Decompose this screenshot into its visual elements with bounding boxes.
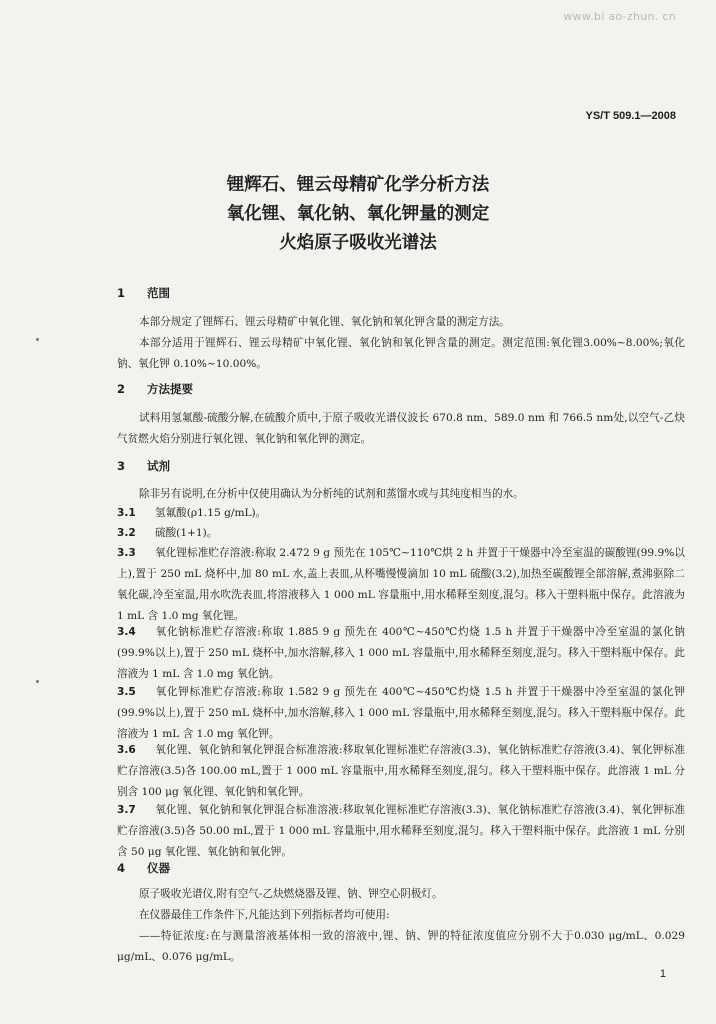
item-number: 3.5: [117, 686, 136, 698]
paragraph: 试料用氢氟酸-硫酸分解,在硫酸介质中,于原子吸收光谱仪波长 670.8 nm、589.0 nm 和 766.5 nm处,以空气-乙炔气贫燃火焰分别进行氧化锂、氧化钠和氧化钾的测定。: [117, 412, 685, 445]
paragraph: 在仪器最佳工作条件下,凡能达到下列指标者均可使用:: [139, 909, 390, 921]
item-number: 3.6: [117, 744, 136, 756]
section-number: 2: [117, 382, 126, 396]
reagent-item: [117, 523, 685, 544]
section-heading-scope: [117, 285, 170, 301]
section-number: 3: [117, 459, 126, 473]
paragraph: 除非另有说明,在分析中仅使用确认为分析纯的试剂和蒸馏水或与其纯度相当的水。: [139, 488, 524, 500]
item-number: 3.7: [117, 804, 136, 816]
item-text: 硫酸(1+1)。: [155, 527, 218, 539]
item-text: 氧化锂、氧化钠和氧化钾混合标准溶液:移取氧化锂标准贮存溶液(3.3)、氧化钠标准贮存溶液(3.4)、氧化钾标准贮存溶液(3.5)各 100.00 mL,置于 1 000 mL 容量瓶中,用水稀释至刻度,混匀。移入干塑料瓶中保存。此溶液 1 mL 分别含 100 μg 氧化锂、氧化钠和氧化钾。: [117, 744, 685, 798]
scan-speck: [36, 680, 39, 683]
section-title: 试剂: [147, 459, 170, 473]
reagent-item: [117, 622, 685, 685]
page-number: 1: [659, 968, 666, 980]
section-title: 方法提要: [147, 382, 193, 396]
section-heading-apparatus: [117, 860, 170, 876]
document-title: [0, 171, 716, 258]
item-number: 3.4: [117, 626, 136, 638]
section-number: 4: [117, 861, 126, 875]
title-line-3: 火焰原子吸收光谱法: [279, 233, 437, 253]
item-text: 氧化钾标准贮存溶液:称取 1.582 9 g 预先在 400℃~450℃灼烧 1.5 h 并置于干燥器中冷至室温的氯化钾(99.9%以上),置于 250 mL 烧杯中,加水溶解,移入 1 000 mL 容量瓶中,用水稀释至刻度,混匀。移入干塑料瓶中保存。此溶液为 1 mL 含 1.0 mg 氧化钾。: [117, 686, 685, 740]
section-number: 1: [117, 286, 126, 300]
section-title: 仪器: [147, 861, 170, 875]
paragraph: 原子吸收光谱仪,附有空气-乙炔燃烧器及锂、钠、钾空心阴极灯。: [139, 888, 443, 900]
section-heading-method: [117, 381, 193, 397]
title-line-1: 锂辉石、锂云母精矿化学分析方法: [226, 175, 490, 195]
section-title: 范围: [147, 286, 170, 300]
section-heading-reagents: [117, 458, 170, 474]
paragraph: 本部分适用于锂辉石、锂云母精矿中氧化锂、氧化钠和氧化钾含量的测定。测定范围:氧化锂3.00%~8.00%;氧化钠、氧化钾 0.10%~10.00%。: [117, 337, 685, 370]
reagent-item: [117, 543, 685, 627]
title-line-2: 氧化锂、氧化钠、氧化钾量的测定: [226, 204, 490, 224]
paragraph: ——特征浓度:在与测量溶液基体相一致的溶液中,锂、钠、钾的特征浓度值应分别不大于0.030 μg/mL、0.029 μg/mL、0.076 μg/mL。: [117, 930, 685, 963]
watermark-text: www.bi ao-zhun. cn: [563, 10, 676, 23]
reagent-item: [117, 740, 685, 803]
reagent-item: [117, 800, 685, 863]
reagent-item: [117, 503, 685, 524]
item-text: 氧化锂、氧化钠和氧化钾混合标准溶液:移取氧化锂标准贮存溶液(3.3)、氧化钠标准贮存溶液(3.4)、氧化钾标准贮存溶液(3.5)各 50.00 mL,置于 1 000 mL 容量瓶中,用水稀释至刻度,混匀。移入干塑料瓶中保存。此溶液 1 mL 分别含 50 μg 氧化锂、氧化钠和氧化钾。: [117, 804, 685, 858]
paragraph: 本部分规定了锂辉石、锂云母精矿中氧化锂、氧化钠和氧化钾含量的测定方法。: [139, 316, 510, 328]
item-text: 氧化钠标准贮存溶液:称取 1.885 9 g 预先在 400℃~450℃灼烧 1.5 h 并置于干燥器中冷至室温的氯化钠(99.9%以上),置于 250 mL 烧杯中,加水溶解,移入 1 000 mL 容量瓶中,用水稀释至刻度,混匀。移入干塑料瓶中保存。此溶液为 1 mL 含 1.0 mg 氧化钠。: [117, 626, 685, 680]
scan-speck: [36, 338, 39, 341]
item-text: 氢氟酸(ρ1.15 g/mL)。: [155, 507, 267, 519]
item-number: 3.3: [117, 547, 136, 559]
item-number: 3.2: [117, 527, 136, 539]
item-text: 氧化锂标准贮存溶液:称取 2.472 9 g 预先在 105℃~110℃烘 2 h 并置于干燥器中冷至室温的碳酸锂(99.9%以上),置于 250 mL 烧杯中,加 80 mL 水,盖上表皿,从杯嘴慢慢滴加 10 mL 硫酸(3.2),加热至碳酸锂全部溶解,煮沸驱除二氧化碳,冷至室温,用水吹洗表皿,将溶液移入 1 000 mL 容量瓶中,用水稀释至刻度,混匀。移入干塑料瓶中保存。此溶液为 1 mL 含 1.0 mg 氧化锂。: [117, 547, 685, 622]
standard-number: YS/T 509.1—2008: [585, 110, 676, 122]
reagent-item: [117, 682, 685, 745]
item-number: 3.1: [117, 507, 136, 519]
